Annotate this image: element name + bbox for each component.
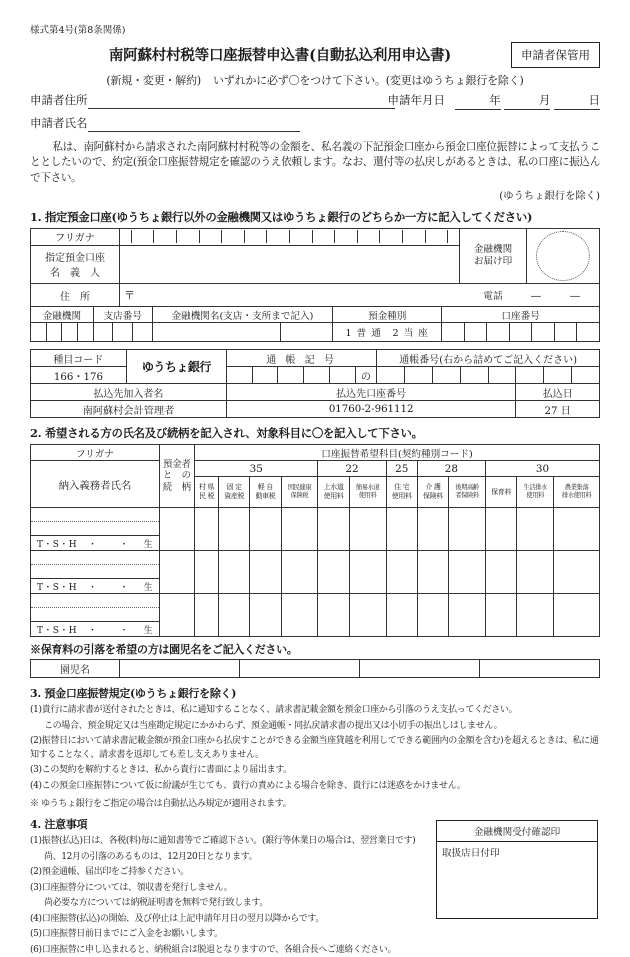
bank-code-cell[interactable] [31,323,47,342]
kid-name-label: 園児名 [31,660,120,678]
account-no-cell[interactable] [577,323,600,342]
birth-suffix: 生 [143,625,153,636]
passbook-symbol-cell[interactable] [226,367,252,384]
applicant-name-input[interactable] [88,131,300,132]
furigana-cell[interactable] [380,230,403,243]
subject-checkbox-cell[interactable] [417,508,448,551]
subject-checkbox-cell[interactable] [517,594,554,637]
form-number: 様式第4号(第8条関係) [30,25,126,36]
subject-column-header [449,477,486,508]
section3-item: (4)この預金口座振替について仮に紛議が生じても、貴行の責めによる場合を除き、貴行には迷惑をかけません。 [30,780,466,791]
kid-name-row[interactable] [31,660,600,678]
subscriber-furigana-input[interactable] [31,594,160,608]
deposit-kind-select[interactable]: 1 普 通 2 当 座 [333,323,442,342]
subject-checkbox-cell[interactable] [485,508,516,551]
subject-column-header [386,477,417,508]
seal-circle-icon [536,231,590,281]
account-holder-label-line2: 名 義 人 [50,268,100,280]
passbook-number-cell[interactable] [432,367,460,384]
subject-header-line1: 後期高齢 [455,484,479,492]
subject-header-line2: 資産税 [224,492,245,501]
furigana-row [31,229,600,246]
section4-item: (2)預金通帳、届出印をご持参ください。 [30,867,189,878]
furigana-cell[interactable] [120,230,131,243]
payment-date-value: 27 日 [516,401,600,418]
subject-checkbox-cell[interactable] [250,508,281,551]
subject-column-header [250,477,281,508]
yucho-header-row [31,350,600,367]
designated-account-table [30,228,600,307]
telephone-group[interactable] [483,288,593,302]
bank-seal-label [460,229,527,284]
subscriber-furigana-row[interactable] [31,594,600,608]
section3 [30,685,600,809]
account-no-cell[interactable] [442,323,465,342]
item-code-label: 種目コード [31,350,127,367]
furigana-cell-row[interactable] [120,230,459,243]
furigana-cell[interactable] [199,230,222,243]
passbook-joiner: の [355,367,377,384]
bank-code-cell[interactable] [46,323,62,342]
passbook-number-cell[interactable] [405,367,433,384]
bank-confirmation-box [436,820,598,919]
furigana-cell[interactable] [176,230,199,243]
bank-seal-label-line1: 金融機関 [473,244,513,256]
section4-item: 尚、12月の引落のあるものは、12月20日となります。 [44,851,258,862]
subscriber-furigana-label: フリガナ [31,445,160,461]
account-no-cell[interactable] [487,323,510,342]
relation-label-line1: 預金者 [162,458,192,470]
subscriber-name-input[interactable] [31,565,160,579]
page-title: 南阿蘇村村税等口座振替申込書(自動払込利用申込書) [108,47,452,64]
account-no-cell[interactable] [509,323,532,342]
subscriber-name-input[interactable] [31,608,160,622]
birth-suffix: 生 [143,539,153,550]
subject-checkbox-cell[interactable] [250,594,281,637]
branch-code-header: 支店番号 [93,307,152,323]
subject-checkbox-cell[interactable] [281,594,318,637]
bank-details-input-row[interactable] [31,323,600,342]
kid-name-cell[interactable] [240,660,360,678]
birth-dot-2: ・ [119,625,129,636]
birth-dot-1: ・ [88,539,98,550]
application-type-options[interactable]: (新規・変更・解約) [106,74,201,87]
applicant-name-label: 申請者氏名 [30,116,88,130]
furigana-cell[interactable] [425,230,448,243]
section3-item: (2)振替日において請求書記載金額が預金口座から払戻すことができる金額当座貸越を利用してできる範囲内の金額を含む)を超えるときは、私に通知することなく、請求書を返却しても差し支えありません。 [30,736,599,760]
yucho-bank-name: ゆうちょ銀行 [126,350,226,384]
subscriber-furigana-row[interactable] [31,508,600,522]
passbook-symbol-cell[interactable] [252,367,278,384]
section1-heading: 1. 指定預金口座(ゆうちょ銀行以外の金融機関又はゆうちょ銀行のどちらか一方に記入してください) [30,210,533,225]
subject-header-line2: 者保険料 [455,492,479,500]
furigana-cell[interactable] [222,230,245,243]
subject-header-line1: 村 県 [199,483,215,492]
passbook-number-header: 通帳番号(右から詰めてご記入ください) [377,350,600,367]
section4-items [30,835,460,957]
subscriber-relation-input[interactable] [160,508,195,551]
deposit-kind-header: 預金種別 [333,307,442,323]
section3-item: この場合、預金規定又は当座勘定規定にかかわらず、預金通帳・同払戻請求書の提出又は小切手の振出しはしません。 [44,720,503,731]
subject-checkbox-cell[interactable] [195,594,219,637]
relation-label-line3: 続 柄 [162,481,192,493]
subject-header-line1: 農業集落 [564,484,589,492]
subtitle [30,72,600,88]
subject-header-line1: 介 護 [425,483,441,492]
furigana-cell[interactable] [267,230,290,243]
account-holder-input[interactable] [120,245,460,283]
payment-date-header: 払込日 [516,384,600,401]
code-group-35: 35 [195,461,318,477]
subject-checkbox-cell[interactable] [449,551,486,594]
birth-suffix: 生 [143,582,153,593]
subject-checkbox-cell[interactable] [219,594,250,637]
subject-header-line2: 使用料 [391,492,412,501]
furigana-label: フリガナ [31,229,120,246]
subject-checkbox-cell[interactable] [349,551,386,594]
subtitle-instruction: いずれかに必ず〇をつけて下さい。(変更はゆうちょ銀行を除く) [213,74,524,87]
passbook-number-cell[interactable] [488,367,516,384]
subject-checkbox-cell[interactable] [386,594,417,637]
section4-item: (1)振替(払込)日は、各税(料)毎に通知書等でご確認下さい。(銀行等休業日の場合は、翌営業日です) [30,836,416,847]
kid-name-cell[interactable] [120,660,240,678]
furigana-cell[interactable] [289,230,312,243]
subject-header-line1: 上水道 [323,483,344,492]
payee-name-header: 払込先加入者名 [31,384,227,401]
subject-checkbox-cell[interactable] [318,551,349,594]
payee-account-value: 01760-2-961112 [226,401,516,418]
section4-item: (5)口座振替日前日までにご入金をお願いします。 [30,929,223,940]
date-month-input[interactable]: 月 [504,92,550,110]
subject-checkbox-cell[interactable] [449,594,486,637]
applicant-copy-badge: 申請者保管用 [511,42,600,68]
passbook-number-cell[interactable] [572,367,600,384]
kid-name-table [30,659,600,678]
code-group-25: 25 [386,461,417,477]
passbook-symbol-cell[interactable] [278,367,304,384]
account-holder-label [31,245,120,283]
subject-column-header [281,477,318,508]
applicant-address-row [30,92,600,111]
section4-item: (4)口座振替(払込)の開始、及び停止は上記申請年月日の翌月以降からです。 [30,913,325,924]
subject-header-line1: 簡易水道 [355,484,380,492]
payee-value-row [31,401,600,418]
passbook-symbol-cell[interactable] [304,367,330,384]
subject-checkbox-cell[interactable] [517,508,554,551]
section3-items [30,704,600,793]
subject-column-header [318,477,349,508]
subscriber-birthdate-input[interactable] [31,536,160,551]
applicant-address-input[interactable] [88,108,395,109]
subject-checkbox-cell[interactable] [417,594,448,637]
subject-checkbox-cell[interactable] [485,594,516,637]
address-label: 住 所 [31,284,120,307]
branch-code-cell[interactable] [133,323,153,342]
passbook-number-cell[interactable] [544,367,572,384]
furigana-cell[interactable] [312,230,335,243]
subject-header-line1: 軽 自 [257,483,273,492]
section3-item: (3)この契約を解約するときは、私から貴行に書面により届出ます。 [30,765,292,776]
furigana-cell[interactable] [448,230,459,243]
subject-checkbox-cell[interactable] [449,508,486,551]
section4-item: (3)口座振替分については、領収書を発行しません。 [30,882,233,893]
subject-header-line2: 排水使用料 [561,492,592,500]
passbook-symbol-cell[interactable] [329,367,355,384]
bank-details-table [30,306,600,342]
subject-checkbox-cell[interactable] [349,594,386,637]
yucho-input-row[interactable] [31,367,600,384]
address-row [31,284,600,307]
subject-checkbox-cell[interactable] [195,551,219,594]
subject-header-line2: 民 税 [199,492,215,501]
subject-column-header [349,477,386,508]
account-no-cell[interactable] [464,323,487,342]
subject-checkbox-cell[interactable] [219,508,250,551]
application-date-label: 申請年月日 [387,93,446,107]
relation-label-line2: と の [162,470,192,482]
subject-header-line1: 生活排水 [523,484,547,492]
subscriber-furigana-row[interactable] [31,551,600,565]
confirmation-title: 金融機関受付確認印 [437,821,597,842]
subscriber-furigana-input[interactable] [31,508,160,522]
payee-account-header: 払込先口座番号 [226,384,516,401]
subject-checkbox-cell[interactable] [318,594,349,637]
payee-name-value: 南阿蘇村会計管理者 [31,401,227,418]
applicant-name-row [30,115,600,134]
passbook-symbol-header: 通 帳 記 号 [226,350,376,367]
section3-heading: 3. 預金口座振替規定(ゆうちょ銀行を除く) [30,687,237,701]
subject-checkbox-cell[interactable] [417,551,448,594]
subject-checkbox-cell[interactable] [554,551,600,594]
subject-header-line2: 保険税 [290,492,309,500]
bank-name-input[interactable] [152,323,280,342]
subject-checkbox-cell[interactable] [250,551,281,594]
relation-label [160,445,195,508]
era-options[interactable]: T・S・H [37,625,78,636]
furigana-cell[interactable] [131,230,154,243]
era-options[interactable]: T・S・H [37,582,78,593]
subject-header-line2: 使用料 [358,492,377,500]
subject-header-line1: 固 定 [226,483,242,492]
bank-seal-label-line2: お届け印 [473,256,513,268]
subject-column-header [195,477,219,508]
section4 [30,816,460,957]
subject-column-header [517,477,554,508]
account-no-cell[interactable] [532,323,555,342]
subject-header-line2: 保険料 [423,492,443,501]
furigana-cell[interactable] [244,230,267,243]
subject-column-header [417,477,448,508]
code-group-28: 28 [417,461,485,477]
passbook-number-cell[interactable] [377,367,405,384]
birth-dot-2: ・ [119,582,129,593]
passbook-number-cell[interactable] [460,367,488,384]
subject-column-header [554,477,600,508]
yucho-table [30,349,600,418]
subject-checkbox-cell[interactable] [219,551,250,594]
subject-checkbox-cell[interactable] [195,508,219,551]
section3-item: (1)貴行に請求書が送付されたときは、私に通知することなく、請求書記載金額を預金口座から引落のうえ支払ってください。 [30,705,518,716]
subscriber-relation-input[interactable] [160,551,195,594]
subscriber-birthdate-input[interactable] [31,579,160,594]
postal-mark-icon: 〒 [124,289,135,303]
kid-note: ※保育料の引落を希望の方は園児名をご記入ください。 [30,643,298,657]
account-no-cell[interactable] [554,323,577,342]
bank-name-header: 金融機関名(支店・支所まで記入) [152,307,332,323]
kid-name-cell[interactable] [360,660,480,678]
subject-header-line2: 使用料 [526,492,544,500]
subject-column-header [485,477,516,508]
telephone-label: 電話 [483,291,503,303]
code-group-30: 30 [485,461,599,477]
subscribers-header-furigana-row [31,445,600,461]
subscriber-row-group [31,508,600,637]
subject-checkbox-cell[interactable] [554,508,600,551]
era-options[interactable]: T・S・H [37,539,78,550]
bank-details-header-row [31,307,600,323]
subject-checkbox-cell[interactable] [281,551,318,594]
date-year-input[interactable]: 年 [455,92,501,110]
passbook-number-cell[interactable] [516,367,544,384]
account-no-header: 口座番号 [442,307,600,323]
subject-checkbox-cell[interactable] [485,551,516,594]
account-holder-label-line1: 指定預金口座 [45,253,105,265]
subscriber-relation-input[interactable] [160,594,195,637]
applicant-address-label: 申請者住所 [30,93,88,107]
kid-name-cell[interactable] [480,660,600,678]
subscriber-furigana-input[interactable] [31,551,160,565]
subscriber-birthdate-input[interactable] [31,622,160,637]
subject-checkbox-cell[interactable] [554,594,600,637]
furigana-cell[interactable] [357,230,380,243]
title-row [30,42,600,68]
subject-checkbox-cell[interactable] [386,508,417,551]
date-day-input[interactable]: 日 [554,92,600,110]
birth-dot-2: ・ [119,539,129,550]
subscriber-name-input[interactable] [31,522,160,536]
payee-header-row [31,384,600,401]
furigana-cell[interactable] [402,230,425,243]
section4-item: (6)口座振替に申し込まれると、納税組合は脱退となりますので、各組合長へご連絡ください。 [30,944,397,955]
subscribers-header-code-row [31,461,600,477]
bank-code-cell[interactable] [62,323,78,342]
section2-heading: 2. 希望される方の氏名及び続柄を記入され、対象科目に〇を記入して下さい。 [30,426,423,441]
furigana-cells[interactable] [120,229,460,246]
branch-code-cell[interactable] [93,323,113,342]
intro-exclude-note: (ゆうちょ銀行を除く) [499,190,600,203]
subject-checkbox-cell[interactable] [281,508,318,551]
subject-checkbox-cell[interactable] [349,508,386,551]
code-group-22: 22 [318,461,386,477]
section4-heading: 4. 注意事項 [30,818,88,832]
subject-checkbox-cell[interactable] [318,508,349,551]
subject-column-header [219,477,250,508]
address-input[interactable] [120,284,600,307]
section3-star-note: ※ ゆうちょ銀行をご指定の場合は自動払込み規定が適用されます。 [30,799,292,810]
bank-seal-field[interactable] [527,229,600,284]
subject-header-line2: 使用料 [323,492,344,501]
subscribers-table [30,444,600,637]
subject-header-line2: 動車税 [255,492,276,501]
tel-dash-1: ― [530,291,543,303]
furigana-cell[interactable] [335,230,358,243]
section4-wrapper [30,816,600,957]
bank-code-header: 金融機関 [31,307,94,323]
intro-paragraph [30,140,600,186]
birth-dot-1: ・ [88,582,98,593]
birth-dot-1: ・ [88,625,98,636]
section4-item: 尚必要な方については納税証明書を無料で発行致します。 [44,898,269,909]
subject-checkbox-cell[interactable] [386,551,417,594]
subject-header-line1: 住 宅 [394,483,410,492]
bank-name-input-ext[interactable] [281,323,333,342]
subject-checkbox-cell[interactable] [517,551,554,594]
subject-header-line1: 保育料 [491,487,511,496]
confirmation-stamp-area[interactable]: 取扱店日付印 [442,848,500,860]
furigana-cell[interactable] [154,230,177,243]
item-code-value: 166・176 [31,367,127,384]
intro-text: 私は、南阿蘇村から請求された南阿蘇村村税等の金額を、私名義の下記預金口座から預金口座位振替によって支払うこととしたいので、約定(預金口座振替規定を確認のうえ依頼します。なお、還付等の払戻しがあるときは、私の口座に振込んで下さい。 [30,141,600,184]
branch-code-cell[interactable] [113,323,133,342]
subject-header-line1: 国民健康 [287,484,312,492]
application-date-group [388,92,600,110]
subscriber-name-label: 納入義務者氏名 [31,461,160,508]
items-header: 口座振替希望科目(契約種別コード) [195,445,600,461]
tel-dash-2: ― [570,291,582,303]
bank-code-cell[interactable] [78,323,94,342]
